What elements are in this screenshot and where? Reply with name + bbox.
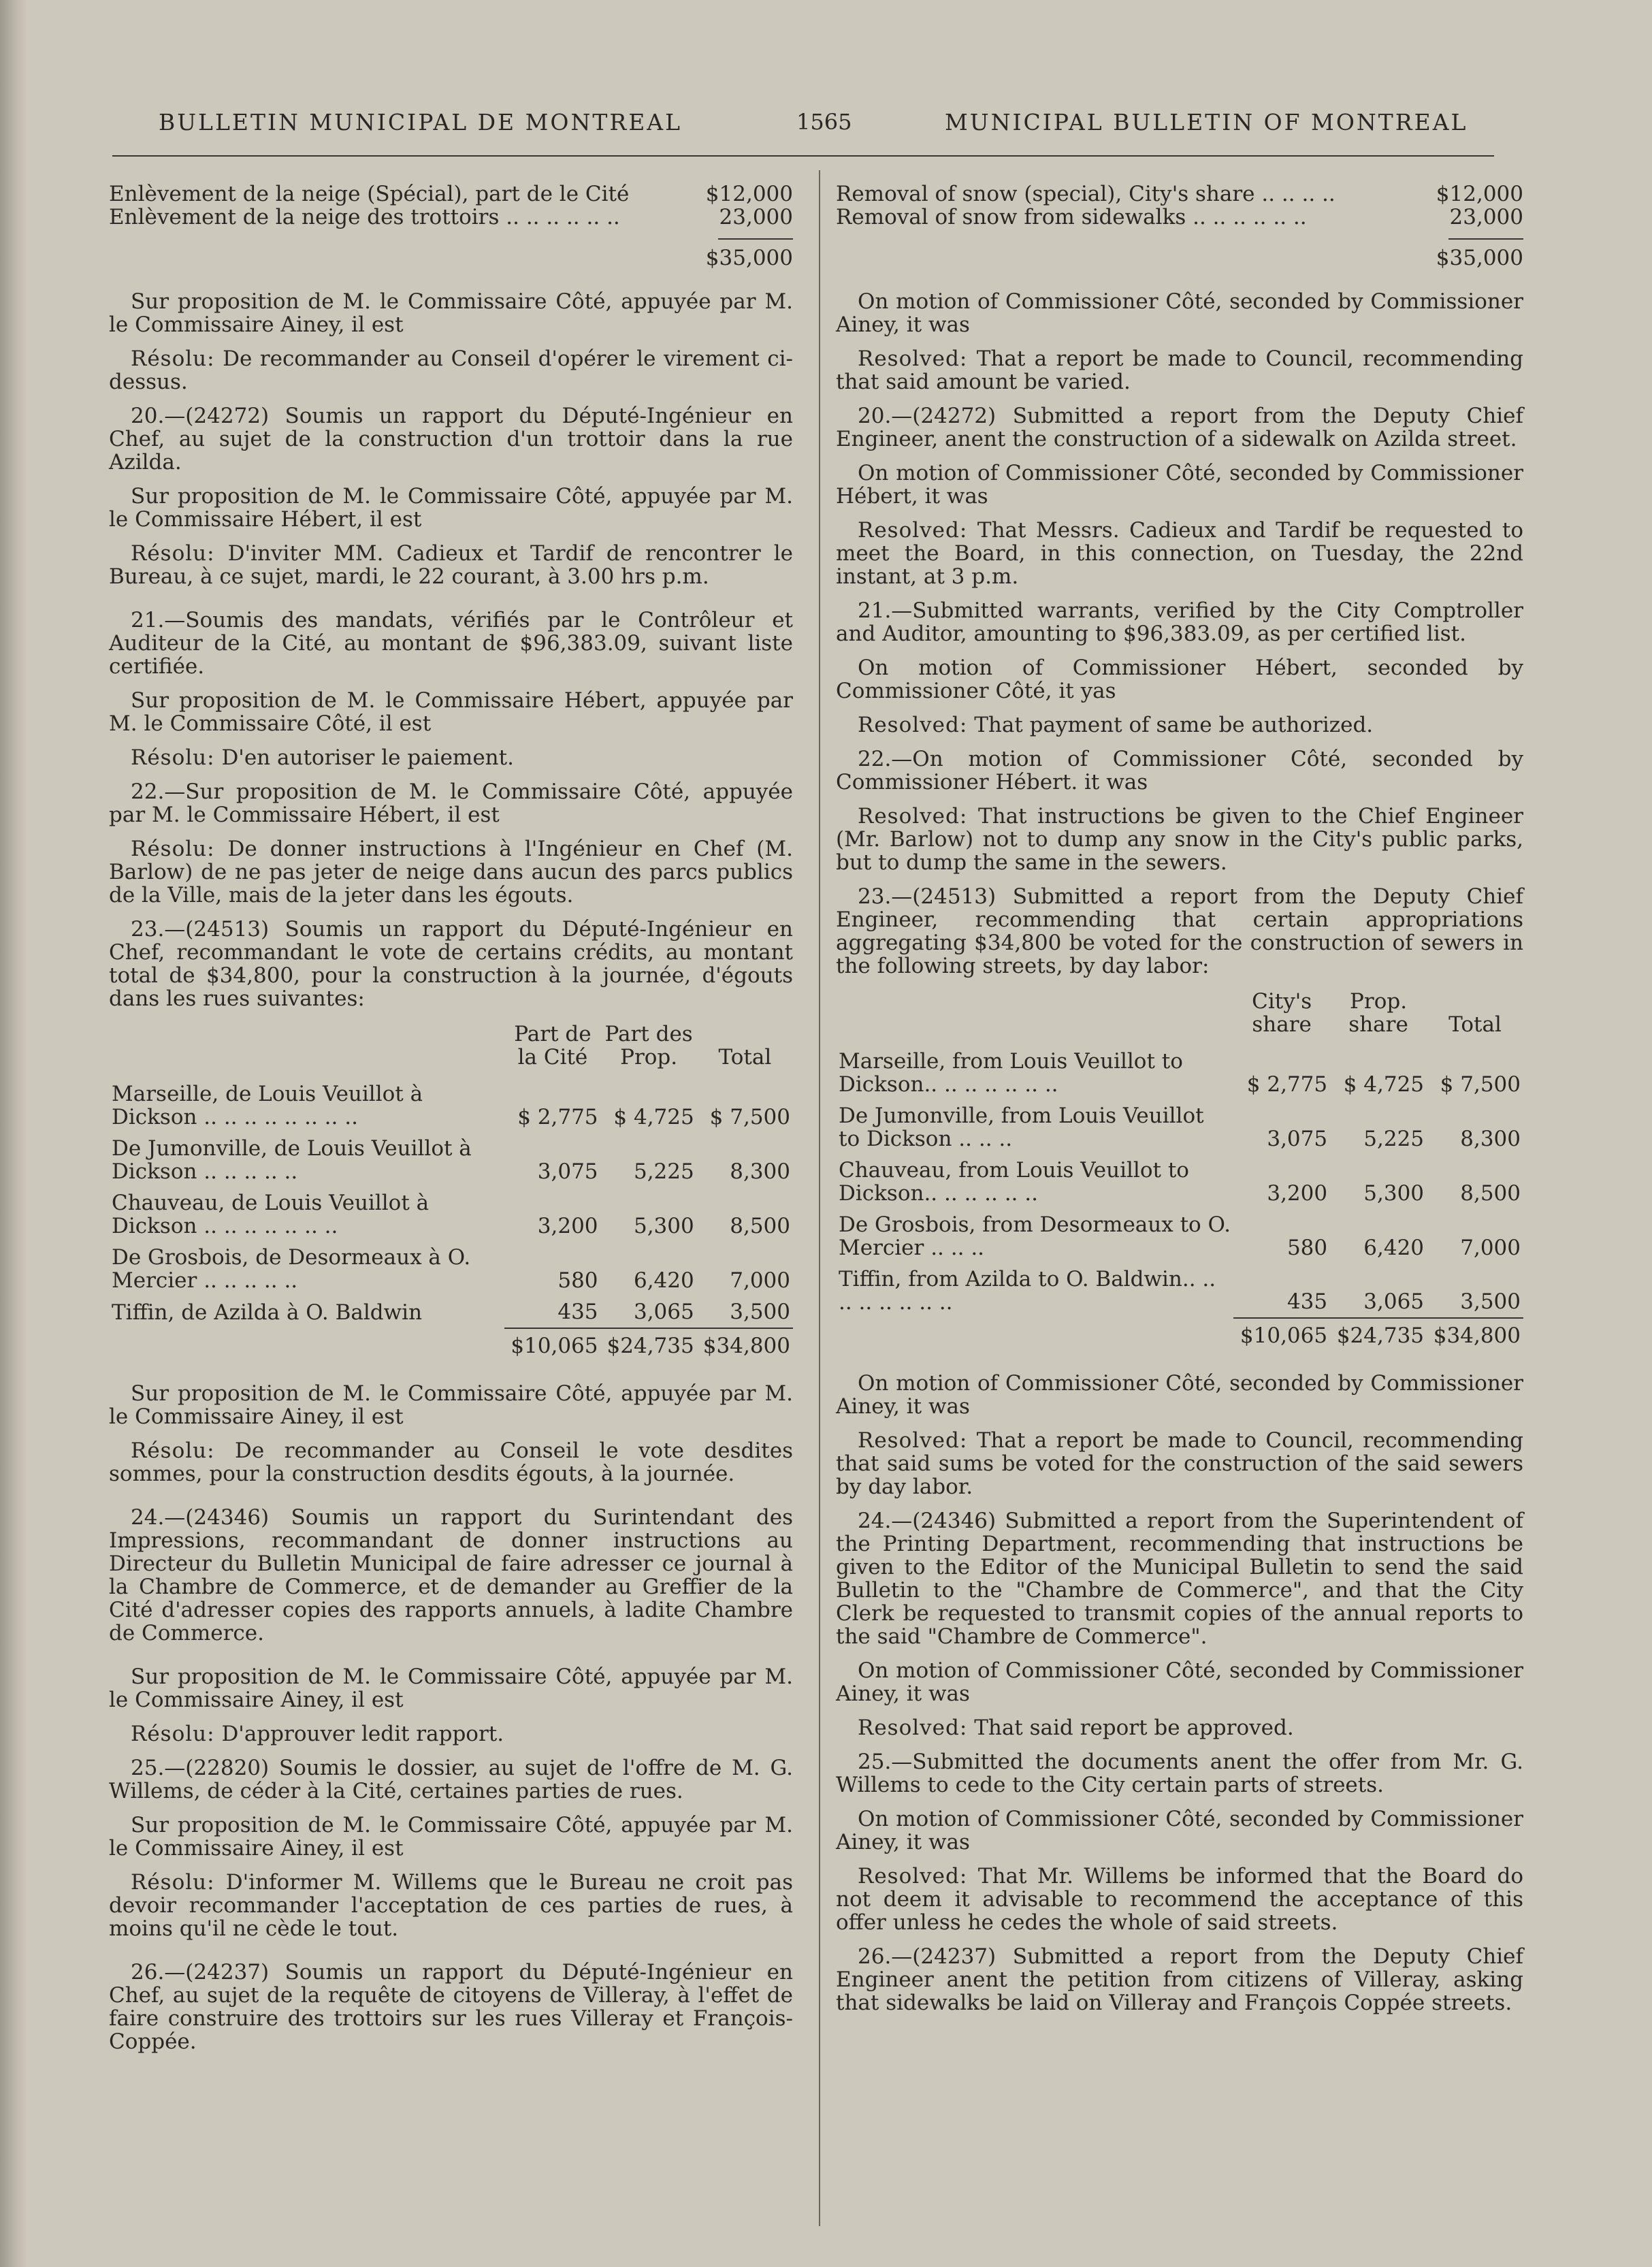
header-rule (112, 155, 1494, 157)
resolution-paragraph (836, 1716, 1523, 1739)
budget-item-label: Removal of snow from sidewalks .. .. .. .. .. .. (836, 205, 1307, 229)
budget-item-label: Enlèvement de la neige (Spécial), part de le Cité (109, 182, 630, 206)
budget-item-amount: $12,000 (705, 182, 793, 206)
resolution-paragraph (836, 1429, 1523, 1498)
column-header-total: Total (1448, 1012, 1502, 1037)
prop-share-cell: 6,420 (1363, 1236, 1425, 1260)
prop-share-cell: 3,065 (633, 1300, 694, 1324)
total-cell: 8,300 (730, 1159, 790, 1184)
city-share-cell: $ 2,775 (1246, 1072, 1328, 1097)
budget-item-label: Enlèvement de la neige des trottoirs .. .. .. .. .. .. (109, 205, 620, 229)
resolution-label: Resolved: (858, 1428, 968, 1453)
street-cell: De Grosbois, de Desormeaux à O. Mercier .. .. .. .. .. (112, 1245, 471, 1293)
resolution-label: Resolved: (858, 713, 968, 737)
budget-item-amount: 23,000 (719, 205, 793, 229)
item-23: 23.—(24513) Submitted a report from the Deputy Chief Engineer, recommending that certain appropriations aggregating $34,800 be voted for the construction of sewers in the following streets, by day labor: (836, 884, 1523, 978)
motion-paragraph: On motion of Commissioner Côté, seconded by Commissioner Ainey, it was (836, 1658, 1523, 1706)
resolution-label: Resolved: (858, 1716, 968, 1740)
table-total-row (836, 1318, 1523, 1351)
sum-total: $34,800 (1427, 1318, 1523, 1351)
table-row (109, 1133, 793, 1187)
total-cell: $ 7,500 (1440, 1072, 1521, 1097)
prop-share-cell: $ 4,725 (1343, 1072, 1425, 1097)
sum-prop-share: $24,735 (601, 1328, 697, 1362)
street-cell: Tiffin, de Azilda à O. Baldwin (112, 1300, 423, 1325)
resolution-text: That Messrs. Cadieux and Tardif be requested to meet the Board, in this connection, on Tuesday, the 22nd instant, at 3 p.m. (836, 518, 1523, 589)
prop-share-cell: 5,300 (1363, 1181, 1425, 1206)
street-cell: De Jumonville, from Louis Veuillot to Dickson .. .. .. (839, 1104, 1204, 1151)
sum-city-share: $10,065 (504, 1328, 600, 1362)
english-column (836, 182, 1523, 2025)
sum-rule (718, 238, 793, 240)
item-24: 24.—(24346) Submitted a report from the Superintendent of the Printing Department, recommending that instructions be given to the Editor of the Municipal Bulletin to send the said Bulletin to the "Chambre de Commerce", and that the City Clerk be requested to transmit copies of the annual reports to the said "Chambre de Commerce". (836, 1509, 1523, 1649)
resolution-paragraph (836, 519, 1523, 588)
resolution-text: De recommander au Conseil le vote desdites sommes, pour la construction desdits égouts, à la journée. (109, 1438, 794, 1486)
budget-item (109, 182, 793, 206)
budget-total: $35,000 (705, 246, 793, 270)
resolution-text: D'inviter MM. Cadieux et Tardif de rencontrer le Bureau, à ce sujet, mardi, le 22 courant, à 3.00 hrs p.m. (109, 541, 794, 589)
item-25: 25.—Submitted the documents anent the offer from Mr. G. Willems to cede to the City certain parts of streets. (836, 1750, 1523, 1797)
header-title-french: BULLETIN MUNICIPAL DE MONTREAL (159, 109, 683, 135)
resolution-text: That payment of same be authorized. (974, 713, 1374, 737)
page-header (0, 109, 1652, 150)
resolution-paragraph (109, 542, 793, 588)
total-cell: $ 7,500 (709, 1105, 790, 1129)
prop-share-cell: 6,420 (633, 1268, 694, 1293)
resolution-text: That Mr. Willems be informed that the Board do not deem it advisable to recommend the acceptance of this offer unless he cedes the whole of said streets. (836, 1864, 1523, 1935)
motion-paragraph: Sur proposition de M. le Commissaire Côté, appuyée par M. le Commissaire Ainey, il est (109, 289, 793, 337)
resolution-label: Resolved: (858, 518, 968, 543)
table-row (109, 1078, 793, 1133)
resolution-text: De recommander au Conseil d'opérer le virement ci-dessus. (109, 347, 794, 394)
resolution-paragraph (836, 713, 1523, 737)
resolution-label: Resolved: (858, 804, 968, 829)
motion-paragraph: Sur proposition de M. le Commissaire Côté, appuyée par M. le Commissaire Hébert, il est (109, 484, 793, 532)
sewer-appropriations-table (836, 990, 1523, 1351)
page-number: 1565 (796, 109, 852, 135)
motion-paragraph: On motion of Commissioner Côté, seconded by Commissioner Ainey, it was (836, 1807, 1523, 1854)
resolution-label: Résolu: (131, 1722, 215, 1746)
total-cell: 7,000 (730, 1268, 790, 1293)
resolution-paragraph (836, 1865, 1523, 1934)
resolution-label: Résolu: (131, 837, 215, 861)
city-share-cell: 435 (557, 1300, 598, 1324)
column-header-total: Total (718, 1045, 772, 1070)
street-cell: De Jumonville, de Louis Veuillot à Dickson .. .. .. .. .. (112, 1136, 472, 1184)
resolution-paragraph (109, 1871, 793, 1940)
item-26: 26.—(24237) Submitted a report from the Deputy Chief Engineer anent the petition from citizens of Villeray, asking that sidewalks be laid on Villeray and François Coppée streets. (836, 1944, 1523, 2015)
sum-prop-share: $24,735 (1330, 1318, 1427, 1351)
total-cell: 3,500 (730, 1300, 790, 1324)
street-cell: De Grosbois, from Desormeaux to O. Mercier .. .. .. (839, 1212, 1231, 1260)
total-cell: 8,500 (1460, 1181, 1521, 1206)
item-26: 26.—(24237) Soumis un rapport du Député-Ingénieur en Chef, au sujet de la requête de citoyens de Villeray, à l'effet de faire construire des trottoirs sur les rues Villeray et François-Coppée. (109, 1960, 793, 2054)
motion-paragraph: Sur proposition de M. le Commissaire Côté, appuyée par M. le Commissaire Ainey, il est (109, 1381, 793, 1429)
resolution-text: D'informer M. Willems que le Bureau ne croit pas devoir recommander l'acceptation de ces parties de rues, à moins qu'il ne cède le tout. (109, 1870, 793, 1941)
city-share-cell: 435 (1286, 1289, 1328, 1314)
resolution-text: That a report be made to Council, recommending that said sums be voted for the construction of the said sewers by day labor. (836, 1428, 1523, 1499)
prop-share-cell: $ 4,725 (613, 1105, 694, 1129)
resolution-label: Résolu: (131, 541, 215, 566)
column-header-city-share: Part de la Cité (514, 1022, 592, 1070)
city-share-cell: 3,075 (1267, 1127, 1328, 1151)
resolution-text: That instructions be given to the Chief Engineer (Mr. Barlow) not to dump any snow in the City's public parks, but to dump the same in the sewers. (836, 804, 1523, 875)
city-share-cell: 3,200 (1267, 1181, 1328, 1206)
table-row (836, 1046, 1523, 1100)
resolution-text: D'en autoriser le paiement. (221, 745, 514, 770)
table-row (109, 1242, 793, 1296)
book-spine-shadow (0, 0, 27, 2267)
column-header-prop-share: Prop. share (1348, 989, 1408, 1037)
table-row (109, 1296, 793, 1328)
motion-paragraph: On motion of Commissioner Hébert, seconded by Commissioner Côté, it yas (836, 656, 1523, 703)
resolution-label: Résolu: (131, 745, 215, 770)
table-row (836, 1209, 1523, 1264)
table-row (836, 1264, 1523, 1318)
motion-paragraph: On motion of Commissioner Côté, seconded by Commissioner Hébert, it was (836, 461, 1523, 509)
prop-share-cell: 5,225 (1363, 1127, 1425, 1151)
item-23: 23.—(24513) Soumis un rapport du Député-Ingénieur en Chef, recommandant le vote de certains crédits, au montant total de $34,800, pour la construction à la journée, d'égouts dans les rues suivantes: (109, 917, 793, 1011)
city-share-cell: $ 2,775 (517, 1105, 598, 1129)
budget-item (836, 182, 1523, 206)
resolution-text: That a report be made to Council, recommending that said amount be varied. (836, 347, 1523, 394)
budget-total: $35,000 (1436, 246, 1523, 270)
item-24: 24.—(24346) Soumis un rapport du Surintendant des Impressions, recommandant de donner instructions au Directeur du Bulletin Municipal de faire adresser ce journal à la Chambre de Commerce, et de demander au Greffier de la Cité d'adresser copies des rapports annuels, à ladite Chambre de Commerce. (109, 1505, 793, 1645)
motion-paragraph: On motion of Commissioner Côté, seconded by Commissioner Ainey, it was (836, 1371, 1523, 1419)
french-column (109, 182, 793, 2064)
resolution-text: De donner instructions à l'Ingénieur en Chef (M. Barlow) de ne pas jeter de neige dans aucun des parcs publics de la Ville, mais de la jeter dans les égouts. (109, 837, 793, 907)
motion-paragraph: Sur proposition de M. le Commissaire Hébert, appuyée par M. le Commissaire Côté, il est (109, 688, 793, 736)
city-share-cell: 580 (1286, 1236, 1328, 1260)
motion-paragraph: Sur proposition de M. le Commissaire Côté, appuyée par M. le Commissaire Ainey, il est (109, 1813, 793, 1861)
table-row (836, 1100, 1523, 1155)
resolution-text: D'approuver ledit rapport. (221, 1722, 504, 1746)
resolution-label: Résolu: (131, 1870, 215, 1895)
column-separator (819, 170, 820, 2226)
item-25: 25.—(22820) Soumis le dossier, au sujet de l'offre de M. G. Willems, de céder à la Cité, certaines parties de rues. (109, 1756, 793, 1803)
table-row (109, 1187, 793, 1242)
city-share-cell: 3,200 (537, 1214, 598, 1238)
street-cell: Marseille, from Louis Veuillot to Dickson.. .. .. .. .. .. .. (839, 1049, 1183, 1097)
resolution-paragraph (109, 347, 793, 393)
sum-city-share: $10,065 (1233, 1318, 1330, 1351)
item-22: 22.—On motion of Commissioner Côté, seconded by Commissioner Hébert. it was (836, 747, 1523, 794)
table-header-row (836, 990, 1523, 1046)
total-cell: 8,500 (730, 1214, 790, 1238)
street-cell: Marseille, de Louis Veuillot à Dickson .. .. .. .. .. .. .. .. (112, 1082, 423, 1129)
total-cell: 3,500 (1460, 1289, 1521, 1314)
motion-paragraph: Sur proposition de M. le Commissaire Côté, appuyée par M. le Commissaire Ainey, il est (109, 1665, 793, 1712)
resolution-paragraph (836, 347, 1523, 393)
column-header-city-share: City's share (1252, 989, 1312, 1037)
resolution-paragraph (109, 837, 793, 907)
sum-total: $34,800 (697, 1328, 793, 1362)
budget-item (109, 206, 793, 229)
budget-item-amount: $12,000 (1436, 182, 1523, 206)
item-20: 20.—(24272) Submitted a report from the Deputy Chief Engineer, anent the construction of a sidewalk on Azilda street. (836, 404, 1523, 451)
item-21: 21.—Soumis des mandats, vérifiés par le Contrôleur et Auditeur de la Cité, au montant de $96,383.09, suivant liste certifiée. (109, 608, 793, 679)
resolution-paragraph (836, 805, 1523, 874)
resolution-label: Résolu: (131, 1438, 215, 1463)
item-21: 21.—Submitted warrants, verified by the City Comptroller and Auditor, amounting to $96,383.09, as per certified list. (836, 598, 1523, 646)
item-20: 20.—(24272) Soumis un rapport du Député-Ingénieur en Chef, au sujet de la construction d'un trottoir dans la rue Azilda. (109, 404, 793, 475)
total-cell: 7,000 (1460, 1236, 1521, 1260)
column-header-prop-share: Part des Prop. (604, 1022, 693, 1070)
budget-item (836, 206, 1523, 229)
resolution-paragraph (109, 746, 793, 769)
prop-share-cell: 5,300 (633, 1214, 694, 1238)
street-cell: Chauveau, from Louis Veuillot to Dickson.. .. .. .. .. .. (839, 1158, 1189, 1206)
item-22: 22.—Sur proposition de M. le Commissaire Côté, appuyée par M. le Commissaire Hébert, il est (109, 779, 793, 827)
street-cell: Tiffin, from Azilda to O. Baldwin.. .. .. .. .. .. .. .. (839, 1267, 1216, 1315)
city-share-cell: 580 (557, 1268, 598, 1293)
sewer-appropriations-table (109, 1023, 793, 1362)
table-row (836, 1155, 1523, 1209)
resolution-label: Résolu: (131, 347, 215, 371)
header-title-english: MUNICIPAL BULLETIN OF MONTREAL (945, 109, 1468, 135)
budget-item-amount: 23,000 (1449, 205, 1523, 229)
prop-share-cell: 5,225 (633, 1159, 694, 1184)
resolution-label: Resolved: (858, 347, 968, 371)
total-cell: 8,300 (1460, 1127, 1521, 1151)
resolution-label: Resolved: (858, 1864, 968, 1888)
city-share-cell: 3,075 (537, 1159, 598, 1184)
table-total-row (109, 1328, 793, 1362)
budget-item-label: Removal of snow (special), City's share .. .. .. .. (836, 182, 1335, 206)
prop-share-cell: 3,065 (1363, 1289, 1425, 1314)
resolution-paragraph (109, 1722, 793, 1746)
street-cell: Chauveau, de Louis Veuillot à Dickson .. .. .. .. .. .. .. (112, 1191, 430, 1238)
resolution-paragraph (109, 1439, 793, 1485)
table-header-row (109, 1023, 793, 1078)
resolution-text: That said report be approved. (974, 1716, 1294, 1740)
motion-paragraph: On motion of Commissioner Côté, seconded by Commissioner Ainey, it was (836, 289, 1523, 337)
sum-rule (1448, 238, 1523, 240)
